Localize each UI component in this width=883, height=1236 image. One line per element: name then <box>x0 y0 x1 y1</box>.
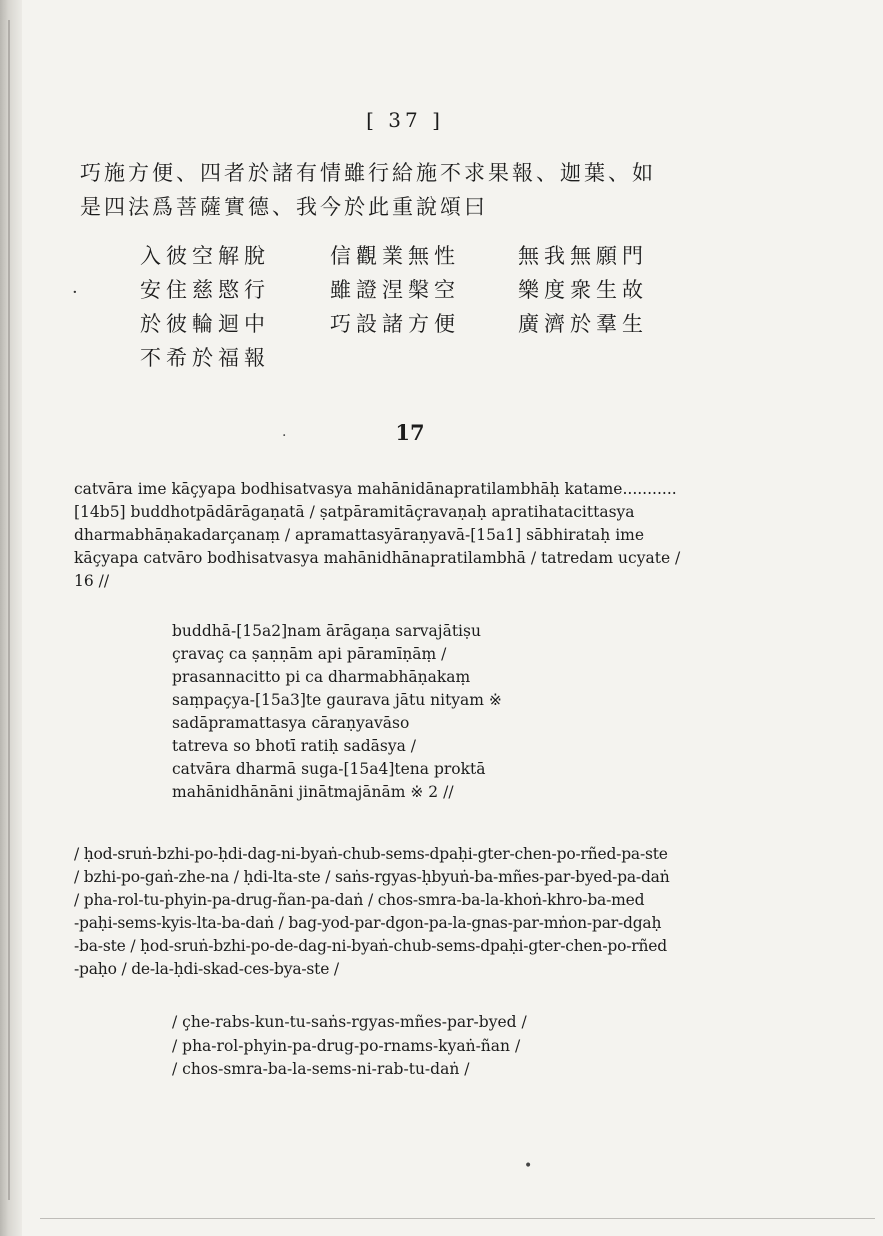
section-number: 17 <box>395 420 425 445</box>
chinese-verse-line: 於彼輪迴中 <box>140 312 270 336</box>
chinese-verse-line: 安住慈愍行 <box>140 278 270 302</box>
tibetan-prose-line: / pha-rol-tu-phyin-pa-drug-ñan-pa-daṅ / chos-smra-ba-la-khoṅ-khro-ba-med <box>74 891 645 909</box>
sanskrit-verse-line: saṃpaçya-[15a3]te gaurava jātu nityam ※ <box>172 691 502 709</box>
scan-bottom-rule <box>40 1218 875 1219</box>
scan-left-edge <box>0 0 22 1236</box>
chinese-prose-line: 巧施方便、四者於諸有情雖行給施不求果報、迦葉、如 <box>80 161 656 185</box>
stray-dot-mark: · <box>282 428 287 444</box>
tibetan-prose-line: / ḥod-sruṅ-bzhi-po-ḥdi-dag-ni-byaṅ-chub-sems-dpaḥi-gter-chen-po-rñed-pa-ste <box>74 845 668 863</box>
sanskrit-verse-line: çravaç ca ṣaṇṇām api pāramīṇāṃ / <box>172 645 447 663</box>
chinese-verse-line: 巧設諸方便 <box>330 312 460 336</box>
sanskrit-verse-line: prasannacitto pi ca dharmabhāṇakaṃ <box>172 668 471 686</box>
page-number: [ 37 ] <box>366 108 444 132</box>
chinese-prose-line: 是四法爲菩薩實德、我今於此重說頌曰 <box>80 195 488 219</box>
tibetan-prose-line: -ba-ste / ḥod-sruṅ-bzhi-po-de-dag-ni-byaṅ-chub-sems-dpaḥi-gter-chen-po-rñed <box>74 937 667 955</box>
sanskrit-verse-line: mahānidhānāni jinātmajānām ※ 2 // <box>172 783 454 801</box>
chinese-verse-line: 入彼空解脫 <box>140 244 270 268</box>
stray-dot-mark: • <box>524 1158 533 1174</box>
sanskrit-verse <box>172 620 732 804</box>
sanskrit-verse-line: tatreva so bhotī ratiḥ sadāsya / <box>172 737 416 755</box>
sanskrit-prose-line: 16 // <box>74 572 110 590</box>
chinese-verse-line: 信觀業無性 <box>330 244 460 268</box>
chinese-verse-line: 不希於福報 <box>140 346 270 370</box>
chinese-prose <box>80 156 800 224</box>
tibetan-prose <box>74 843 774 981</box>
sanskrit-prose-line: catvāra ime kāçyapa bodhisatvasya mahānidānapratilambhāḥ katame........... <box>74 480 677 498</box>
tibetan-verse-line: / pha-rol-phyin-pa-drug-po-rnams-kyaṅ-ñan / <box>172 1036 521 1055</box>
tibetan-verse-line: / çhe-rabs-kun-tu-saṅs-rgyas-mñes-par-byed / <box>172 1013 527 1031</box>
tibetan-prose-line: -paḥi-sems-kyis-lta-ba-daṅ / bag-yod-par-dgon-pa-la-gnas-par-mṅon-par-dgaḥ <box>74 914 662 932</box>
sanskrit-verse-line: catvāra dharmā suga-[15a4]tena proktā <box>172 760 486 778</box>
tibetan-verse-line: / chos-smra-ba-la-sems-ni-rab-tu-daṅ / <box>172 1060 470 1078</box>
sanskrit-prose-line: kāçyapa catvāro bodhisatvasya mahānidhānapratilambhā / tatredam ucyate / <box>74 549 681 567</box>
scan-binding-line <box>8 20 10 1200</box>
tibetan-verse <box>172 1011 732 1082</box>
sanskrit-prose <box>74 478 764 593</box>
stray-dot-mark: · <box>72 282 78 303</box>
sanskrit-prose-line: dharmabhāṇakadarçanaṃ / apramattasyāraṇyavā-[15a1] sābhirataḥ ime <box>74 526 645 544</box>
sanskrit-prose-line: [14b5] buddhotpādārāgaṇatā / ṣatpāramitāçravaṇaḥ apratihatacittasya <box>74 503 635 521</box>
tibetan-prose-line: -paḥo / de-la-ḥdi-skad-ces-bya-ste / <box>74 960 339 978</box>
chinese-verse-line: 無我無願門 <box>518 244 648 268</box>
sanskrit-verse-line: buddhā-[15a2]nam ārāgaṇa sarvajātiṣu <box>172 622 481 640</box>
tibetan-prose-line: / bzhi-po-gaṅ-zhe-na / ḥdi-lta-ste / saṅs-rgyas-ḥbyuṅ-ba-mñes-par-byed-pa-daṅ <box>74 868 670 886</box>
chinese-verse-line: 樂度衆生故 <box>518 278 648 302</box>
sanskrit-verse-line: sadāpramattasya cāraṇyavāso <box>172 714 410 732</box>
chinese-verse-line: 廣濟於羣生 <box>518 312 648 336</box>
chinese-verse-line: 雖證涅槃空 <box>330 278 460 302</box>
